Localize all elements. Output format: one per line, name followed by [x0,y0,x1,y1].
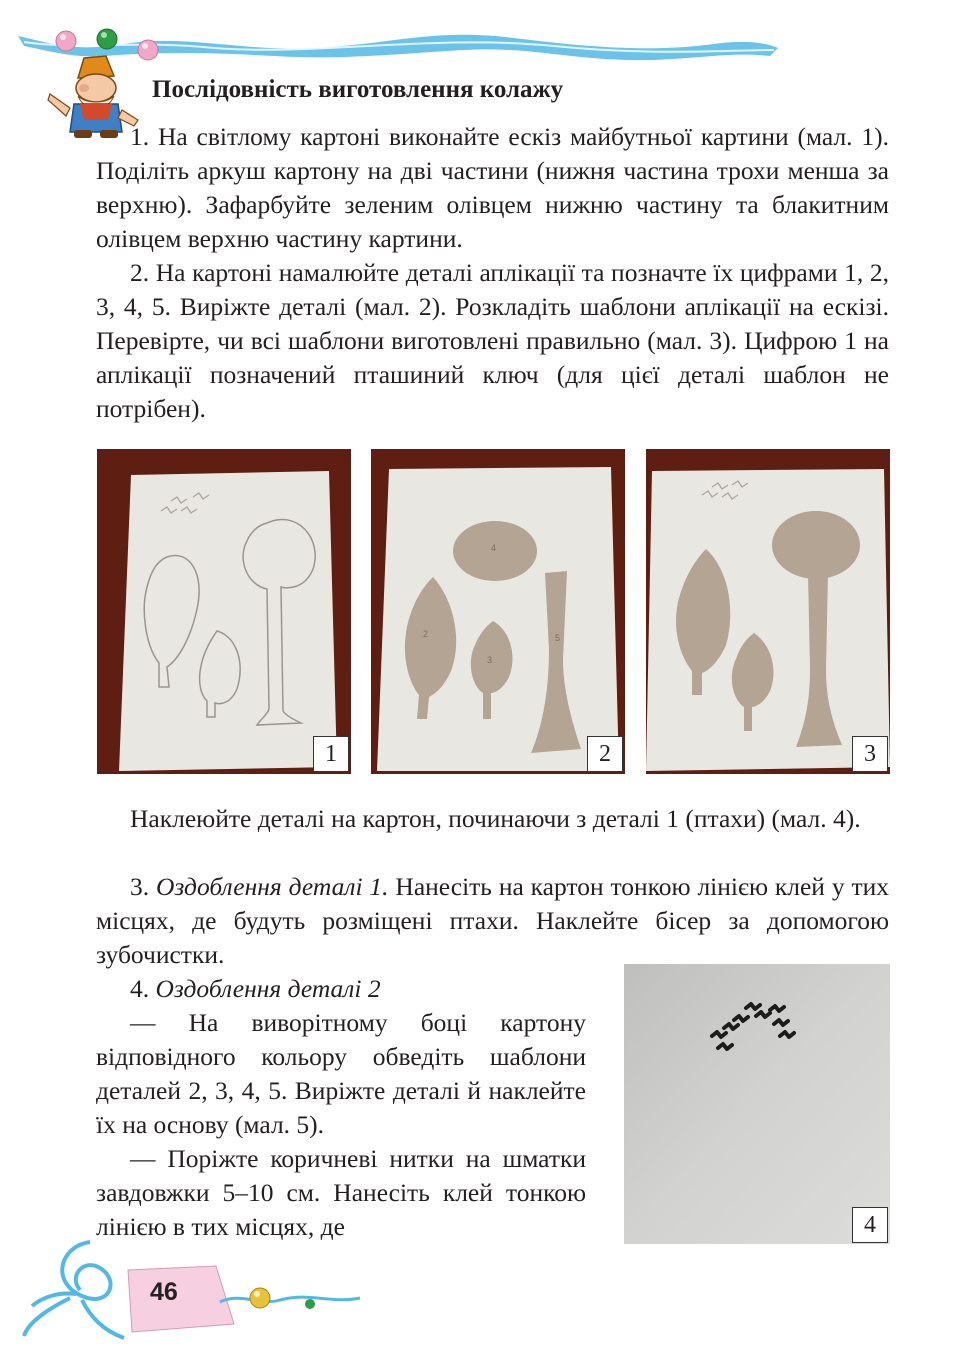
step-3-text: Нанесіть на картон тонкою лінією клей у тих місцях, де будуть розміщені птахи. Наклейте бісер за допомогою зубочистки. [96,872,890,969]
bead-green-icon [97,29,117,49]
figure-2-photo [371,449,625,774]
figure-2-number: 2 [587,736,623,772]
figure-1-number: 1 [313,736,349,772]
bead-gold-icon [250,1288,270,1308]
paragraph-glue-order: Наклеюйте деталі на картон, починаючи з деталі 1 (птахи) (мал. 4). [130,804,861,833]
paragraph-step-2: 2. На картоні намалюйте деталі аплікації та позначте їх цифрами 1, 2, 3, 4, 5. Виріжте деталі (мал. 2). Розкладіть шаблони аплікації на ескізі. Перевірте, чи всі шаблони виготовлені правильно (мал. 3). Цифрою 1 на аплікації позначений пташиний ключ (для цієї деталі шаблон не потрібен). [96,258,889,423]
figure-3-photo [646,449,890,774]
bottom-ribbon-decoration [20,1236,370,1346]
paragraph-step-3 [96,870,889,972]
paragraph-step-4-threads: — Поріжте коричневі нитки на шматки завдовжки 5–10 см. Нанесіть клей тонкою лінією в тих місцях, де [96,1144,586,1241]
figure-4-number: 4 [852,1207,888,1243]
page-number-card [128,1266,234,1332]
paragraph-step-4-title [96,972,586,1006]
step-3-number: 3. [130,872,157,901]
mark-leaf-big: 2 [423,629,429,639]
mark-crown: 4 [491,543,497,553]
page-number: 46 [150,1278,178,1306]
step-4-number: 4. [130,974,156,1003]
mark-leaf-small: 3 [487,655,493,665]
figure-1-photo [97,449,351,774]
bead-pink-icon [56,31,76,51]
bead-green-icon [305,1299,315,1309]
section-heading: Послідовність виготовлення колажу [152,76,564,103]
paragraph-step-1: 1. На світлому картоні виконайте ескіз майбутньої картини (мал. 1). Поділіть аркуш картону на дві частини (нижня частина трохи менша за верхню). Зафарбуйте зеленим олівцем нижню частину та блакитним олівцем верхню частину картини. [96,122,889,253]
step-4-title: Оздоблення деталі 2 [155,974,381,1003]
mark-trunk: 5 [555,633,561,643]
figure-4-photo [624,964,890,1244]
bead-pink-icon [138,40,158,60]
step-3-title: Оздоблення деталі 1. [156,872,389,901]
figure-3-number: 3 [852,736,888,772]
paragraph-step-4-outline: — На виворітному боці картону відповідного кольору обведіть шаблони деталей 2, 3, 4, 5. Виріжте деталі й наклейте їх на основу (мал. 5). [96,1008,586,1139]
